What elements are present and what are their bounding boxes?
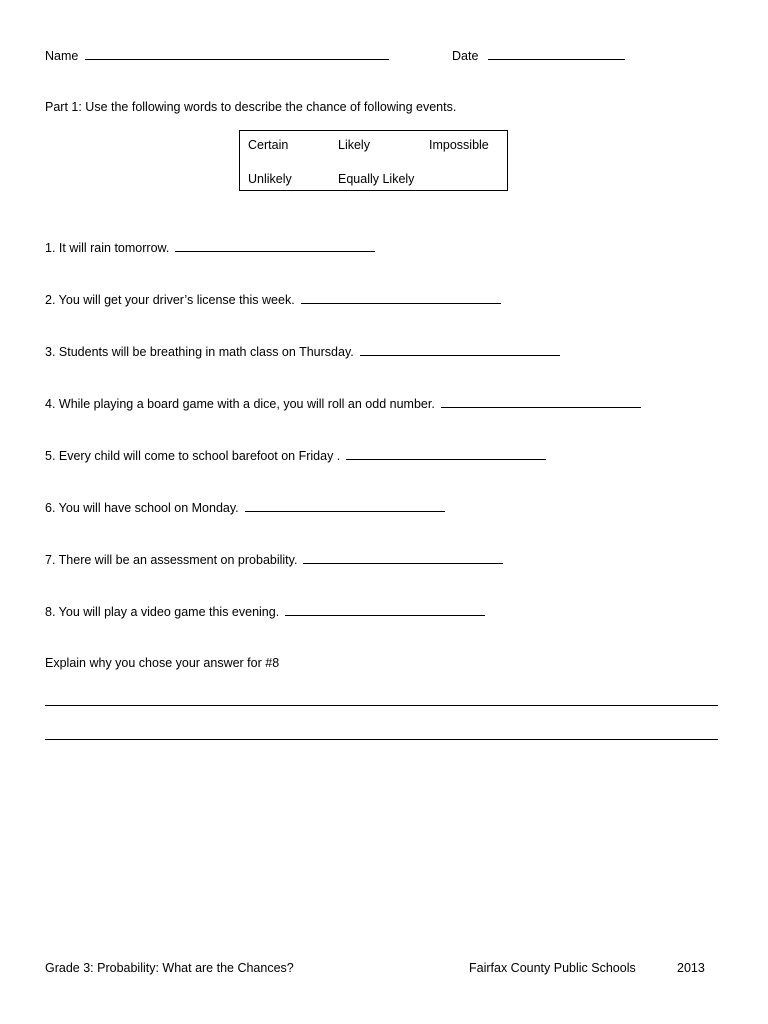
explain-line-2[interactable] — [45, 739, 718, 740]
footer-title: Grade 3: Probability: What are the Chances? — [45, 961, 294, 975]
answer-blank[interactable] — [301, 292, 501, 304]
word-impossible: Impossible — [429, 138, 489, 152]
date-blank[interactable] — [488, 48, 625, 60]
answer-blank[interactable] — [303, 552, 503, 564]
date-field[interactable] — [452, 48, 625, 63]
question-text: 7. There will be an assessment on probability. — [45, 553, 298, 567]
explain-line-1[interactable] — [45, 705, 718, 706]
answer-blank[interactable] — [346, 448, 546, 460]
explain-prompt: Explain why you chose your answer for #8 — [45, 656, 280, 670]
question-text: 1. It will rain tomorrow. — [45, 241, 170, 255]
question-1 — [45, 240, 375, 255]
footer-year: 2013 — [677, 961, 705, 975]
name-label: Name — [45, 49, 79, 63]
question-text: 2. You will get your driver’s license this week. — [45, 293, 295, 307]
question-text: 5. Every child will come to school barefoot on Friday . — [45, 449, 341, 463]
answer-blank[interactable] — [441, 396, 641, 408]
question-text: 8. You will play a video game this evening. — [45, 605, 280, 619]
name-field[interactable] — [45, 48, 389, 63]
date-label: Date — [452, 49, 479, 63]
word-unlikely: Unlikely — [248, 172, 292, 186]
question-6 — [45, 500, 445, 515]
question-5 — [45, 448, 546, 463]
question-text: 3. Students will be breathing in math class on Thursday. — [45, 345, 354, 359]
answer-blank[interactable] — [175, 240, 375, 252]
question-3 — [45, 344, 560, 359]
question-7 — [45, 552, 503, 567]
name-blank[interactable] — [85, 48, 389, 60]
answer-blank[interactable] — [245, 500, 445, 512]
question-text: 4. While playing a board game with a dice, you will roll an odd number. — [45, 397, 435, 411]
word-bank-box — [239, 130, 508, 191]
answer-blank[interactable] — [285, 604, 485, 616]
answer-blank[interactable] — [360, 344, 560, 356]
question-4 — [45, 396, 641, 411]
question-8 — [45, 604, 485, 619]
footer-org: Fairfax County Public Schools — [469, 961, 636, 975]
word-certain: Certain — [248, 138, 289, 152]
word-equally-likely: Equally Likely — [338, 172, 415, 186]
word-likely: Likely — [338, 138, 370, 152]
part1-instructions: Part 1: Use the following words to describe the chance of following events. — [45, 100, 457, 114]
question-text: 6. You will have school on Monday. — [45, 501, 239, 515]
question-2 — [45, 292, 501, 307]
